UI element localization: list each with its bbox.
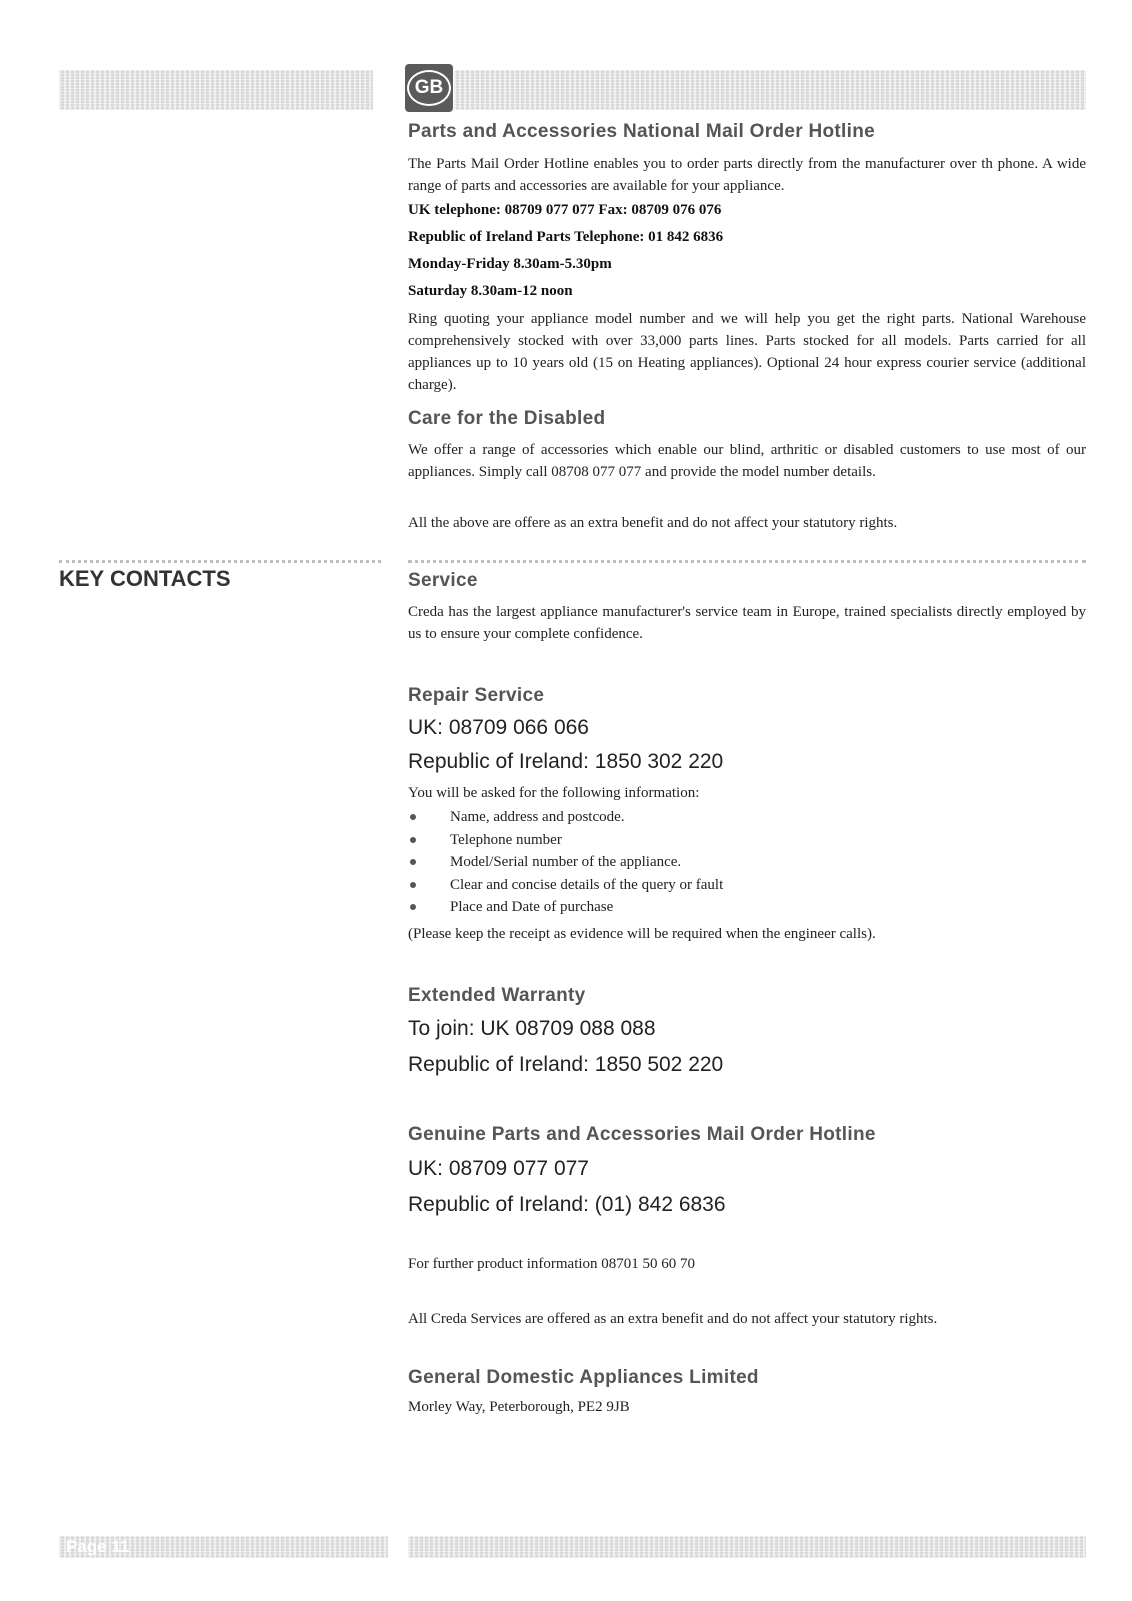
roi-parts-telephone-line: Republic of Ireland Parts Telephone: 01 842 6836 bbox=[408, 229, 724, 245]
bullet-icon bbox=[410, 882, 416, 888]
services-rights-note: All Creda Services are offered as an extra benefit and do not affect your statutory rights. bbox=[408, 1311, 938, 1327]
page-number: Page 11 bbox=[66, 1537, 130, 1556]
company-address: Morley Way, Peterborough, PE2 9JB bbox=[408, 1399, 630, 1415]
further-info-line: For further product information 08701 50 60 70 bbox=[408, 1256, 696, 1272]
disabled-text: We offer a range of accessories which enable our blind, arthritic or disabled customers to use most of our appliances. Simply call 08708 077 077 and provide the model number details. bbox=[408, 442, 1086, 480]
saturday-hours: Saturday 8.30am-12 noon bbox=[408, 283, 573, 299]
warranty-uk-number: To join: UK 08709 088 088 bbox=[408, 1017, 656, 1040]
bullet-icon bbox=[410, 859, 416, 865]
divider-right bbox=[408, 560, 1086, 563]
gb-badge bbox=[405, 64, 453, 112]
repair-uk-number: UK: 08709 066 066 bbox=[408, 716, 589, 739]
parts-hotline-intro: The Parts Mail Order Hotline enables you to order parts directly from the manufacturer over th phone. A wide range of parts and accessories are available for your appliance. bbox=[408, 156, 1086, 194]
weekday-hours: Monday-Friday 8.30am-5.30pm bbox=[408, 256, 612, 272]
repair-receipt-note: (Please keep the receipt as evidence will be required when the engineer calls). bbox=[408, 926, 876, 942]
service-heading: Service bbox=[408, 570, 478, 591]
warranty-heading: Extended Warranty bbox=[408, 985, 586, 1006]
sidebar-title: KEY CONTACTS bbox=[59, 566, 231, 591]
repair-info-list bbox=[408, 806, 723, 919]
genuine-parts-roi-number: Republic of Ireland: (01) 842 6836 bbox=[408, 1193, 726, 1216]
list-item: Model/Serial number of the appliance. bbox=[408, 851, 723, 874]
parts-hotline-details: Ring quoting your appliance model number and we will help you get the right parts. National Warehouse comprehensively stocked with over 33,000 parts lines. Parts stocked for all models. Parts carried for all appliances up to 10 years old (15 on Heating appliances). Optional 24 hour express courier service (additional charge). bbox=[408, 311, 1086, 393]
header-band-right bbox=[454, 70, 1086, 110]
company-heading: General Domestic Appliances Limited bbox=[408, 1367, 759, 1388]
footer-band-right bbox=[408, 1536, 1086, 1558]
list-item: Place and Date of purchase bbox=[408, 896, 723, 919]
repair-intro: You will be asked for the following information: bbox=[408, 785, 700, 801]
warranty-roi-number: Republic of Ireland: 1850 502 220 bbox=[408, 1053, 724, 1076]
header-band-left bbox=[59, 70, 373, 110]
divider-left bbox=[59, 560, 381, 563]
genuine-parts-heading: Genuine Parts and Accessories Mail Order Hotline bbox=[408, 1124, 876, 1145]
disabled-rights-note: All the above are offere as an extra benefit and do not affect your statutory rights. bbox=[408, 515, 898, 531]
list-item: Name, address and postcode. bbox=[408, 806, 723, 829]
parts-hotline-heading: Parts and Accessories National Mail Order Hotline bbox=[408, 121, 875, 142]
bullet-icon bbox=[410, 814, 416, 820]
list-item: Telephone number bbox=[408, 829, 723, 852]
uk-telephone-line: UK telephone: 08709 077 077 Fax: 08709 076 076 bbox=[408, 202, 722, 218]
genuine-parts-uk-number: UK: 08709 077 077 bbox=[408, 1157, 589, 1180]
bullet-icon bbox=[410, 837, 416, 843]
disabled-heading: Care for the Disabled bbox=[408, 408, 606, 429]
list-item: Clear and concise details of the query or fault bbox=[408, 874, 723, 897]
gb-badge-label: GB bbox=[407, 70, 451, 106]
repair-heading: Repair Service bbox=[408, 685, 545, 706]
service-text: Creda has the largest appliance manufacturer's service team in Europe, trained specialists directly employed by us to ensure your complete confidence. bbox=[408, 604, 1086, 642]
repair-roi-number: Republic of Ireland: 1850 302 220 bbox=[408, 750, 724, 773]
bullet-icon bbox=[410, 904, 416, 910]
